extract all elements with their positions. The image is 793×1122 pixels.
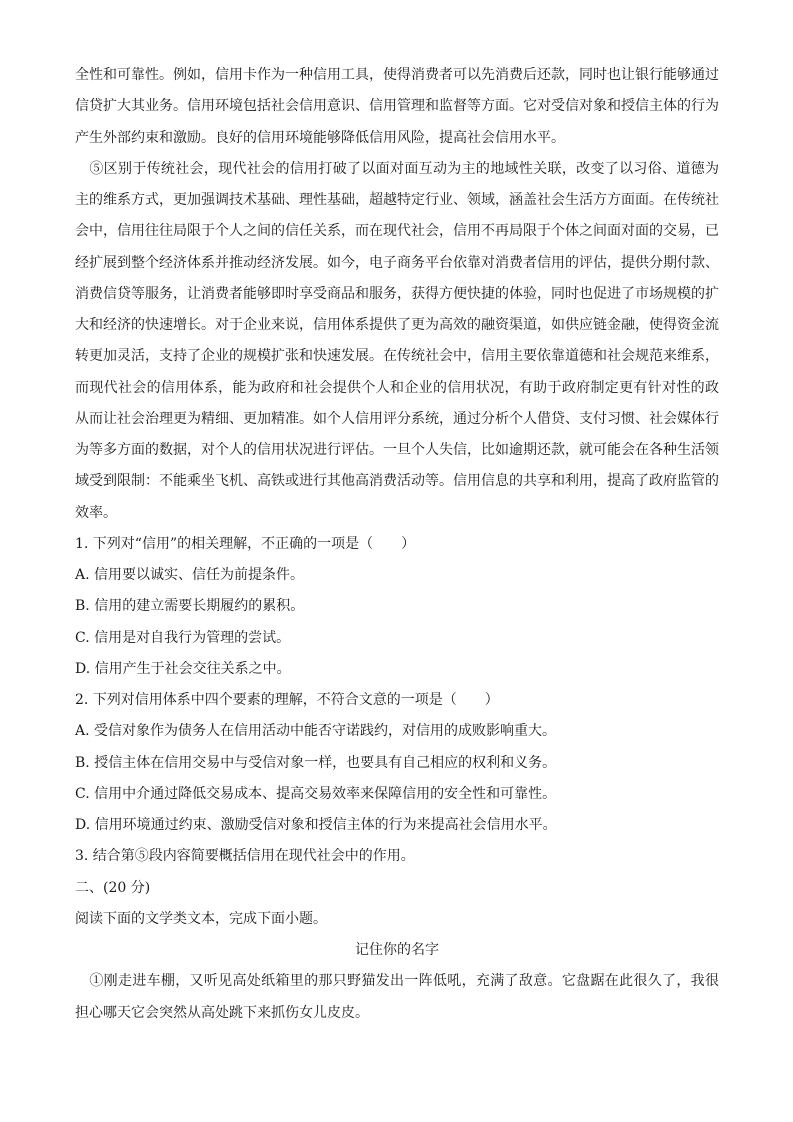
text-line: ①刚走进车棚，又听见高处纸箱里的那只野猫发出一阵低吼，充满了敌意。它盘踞在此很久了，我很 [75, 973, 719, 990]
question-stem: 3. 结合第⑤段内容简要概括信用在现代社会中的作用。 [75, 848, 415, 865]
text-line: ⑤区别于传统社会，现代社会的信用打破了以面对面互动为主的地域性关联，改变了以习俗、道德为 [75, 160, 719, 177]
paragraph-continued [75, 60, 719, 154]
text-line: 会中，信用往往局限于个人之间的信任关系，而在现代社会，信用不再局限于个体之间面对面的交易，已 [75, 223, 719, 240]
question-option: A. 信用要以诚实、信任为前提条件。 [75, 567, 305, 583]
section-heading: 二、(20 分) [75, 879, 151, 896]
question-option: D. 信用产生于社会交往关系之中。 [75, 660, 291, 677]
text-line: 而现代社会的信用体系，能为政府和社会提供个人和企业的信用状况，有助于政府制定更有针对性的政 [75, 379, 719, 396]
text-line: 大和经济的快速增长。对于企业来说，信用体系提供了更为高效的融资渠道，如供应链金融，使得资金流 [75, 317, 719, 333]
text-line: 信贷扩大其业务。信用环境包括社会信用意识、信用管理和监督等方面。它对受信对象和授信主体的行为 [75, 98, 719, 115]
document-page [75, 60, 719, 1029]
question-option: B. 信用的建立需要长期履约的累积。 [75, 598, 305, 615]
text-line: 担心哪天它会突然从高处跳下来抓伤女儿皮皮。 [75, 1004, 369, 1021]
question-option: C. 信用是对自我行为管理的尝试。 [75, 629, 291, 646]
questions [75, 529, 719, 873]
text-line: 经扩展到整个经济体系并推动经济发展。如今，电子商务平台依靠对消费者信用的评估，提供分期付款、 [75, 254, 719, 271]
text-line: 产生外部约束和激励。良好的信用环境能够降低信用风险，提高社会信用水平。 [75, 129, 565, 146]
text-line: 从而让社会治理更为精细、更加精准。如个人信用评分系统，通过分析个人借贷、支付习惯、社会媒体行 [75, 410, 719, 427]
question-option: D. 信用环境通过约束、激励受信对象和授信主体的行为来提高社会信用水平。 [75, 817, 557, 833]
question-stem: 1. 下列对“信用”的相关理解，不正确的一项是（ ） [75, 535, 416, 552]
text-line: 转更加灵活，支持了企业的规模扩张和快速发展。在传统社会中，信用主要依靠道德和社会规范来维系， [75, 348, 719, 365]
question-stem: 2. 下列对信用体系中四个要素的理解，不符合文意的一项是（ ） [75, 692, 499, 708]
question-option: C. 信用中介通过降低交易成本、提高交易效率来保障信用的安全性和可靠性。 [75, 785, 557, 802]
text-line: 域受到限制：不能乘坐飞机、高铁或进行其他高消费活动等。信用信息的共享和利用，提高了政府监管的 [75, 473, 719, 490]
question-option: A. 受信对象作为债务人在信用活动中能否守诺践约，对信用的成败影响重大。 [75, 723, 557, 740]
story-title: 记住你的名字 [355, 942, 439, 958]
text-line: 主的维系方式，更加强调技术基础、理性基础，超越特定行业、领域，涵盖社会生活方方面面。在传统社 [75, 192, 719, 208]
reading-instruction: 阅读下面的文学类文本，完成下面小题。 [75, 910, 327, 927]
text-line: 为等多方面的数据，对个人的信用状况进行评估。一旦个人失信，比如逾期还款，就可能会在各种生活领 [75, 442, 719, 458]
paragraph-5 [75, 154, 719, 529]
text-line: 效率。 [75, 504, 117, 521]
text-line: 消费信贷等服务，让消费者能够即时享受商品和服务，获得方便快捷的体验，同时也促进了市场规模的扩 [75, 285, 719, 302]
question-option: B. 授信主体在信用交易中与受信对象一样，也要具有自己相应的权利和义务。 [75, 754, 557, 771]
story-paragraph-1 [75, 966, 719, 1029]
text-line: 全性和可靠性。例如，信用卡作为一种信用工具，使得消费者可以先消费后还款，同时也让银行能够通过 [75, 67, 719, 83]
